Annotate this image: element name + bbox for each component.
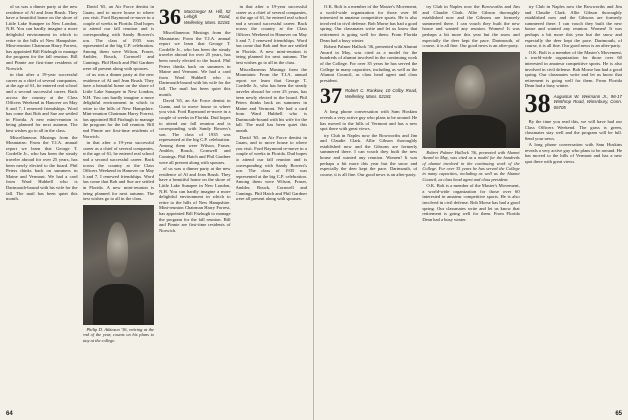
class-37-text: A long phone conversation with Sam Hoskins reveals a very active guy who plans to be around. He has moved to the hills of Vermont and has a new spot there with great views. <box>320 109 418 132</box>
left-col4-text-more: David '65, an Air Force dentist in Guam, and to move house to where you visit. Ford Raymond re-move in a couple of weeks in Florida. Dud hopes to attend our fall reunion and is corresponding with Sandy Bowers's son. The class of 1935 was represented at the big C.P. celebration. Among them were Wilson, Fraser, Ambler, Bouck, Cornwell and Cumings. Phil Hatch and Phil Gardner were all present along with spouses. <box>235 134 307 202</box>
portrait-face <box>107 222 128 277</box>
left-col1-text: of us was a dinner party at the new residence of Al and Jean Brush. They have a beautiful home on the shore of Little Lake Sunapee in New London, N.H. You can hardly imagine a more delightful environment in which to retire to the hills of New Hampshire. Mini-reunion Chairman Harry Forrest, has appointed Bill Fitzhugh to manage the program for the fall reunion. Bill and Pinnie are first-time residents of Norwich. <box>6 4 78 71</box>
left-col4-text: in that after a 19-year successful career as a chief of several companies, at the age of 61, he entered real school and a second successful career. Back across the country at the Class Officers Weekend in Hanover on May 6 and 7, I renewed friendships. Word has come that Bob and Sue are settled in Florida. A new mini-reunion is being planned for next autumn. The best wishes go to all in the class. <box>235 4 307 65</box>
right-col1-text-cont: Robert Palmer Hallock '36, presented with Alumni Award in May, was cited as a model for the hundreds of alumni involved in the continuing work of the College. For over 35 years he has served the College in many capacities, including as well as the Alumni Council, as class head agent and class president. <box>320 44 418 83</box>
right-column-2 <box>422 4 519 408</box>
left-col1-text-cont: in that after a 19-year successful career as a chief of several companies, at the age of 61, he entered real school and a second successful career. Back across the country at the Class Officers Weekend in Hanover on May 6 and 7, I renewed friendships. Word has come that Bob and Sue are settled in Florida. A new mini-reunion is being planned for next autumn. The best wishes go to all in the class. <box>6 72 78 134</box>
class-36-number: 36 <box>159 4 181 29</box>
class-38-number: 38 <box>524 88 551 118</box>
right-page-columns <box>320 4 622 408</box>
left-col1-text-more: Miscellaneous Musings from the Mountains: From the T.I.A. annual report we learn that George T. Cordelle Jr., who has been the steady traveler abroad for over 25 years, has been newly elected to the board. Phil Peters thinks back on summers in Maine and Vermont. We had a card from Ward Hubbell who is Dartmouth-bound with his wife for the fall. The mail has been quiet this month. <box>6 134 78 202</box>
class-37-heading <box>320 83 418 109</box>
left-col2-text-cont: of us was a dinner party at the new residence of Al and Jean Brush. They have a beautiful home on the shore of Little Lake Sunapee in New London, N.H. You can hardly imagine a more delightful environment in which to retire to the hills of New Hampshire. Mini-reunion Chairman Harry Forrest, has appointed Bill Fitzhugh to manage the program for the fall reunion. Bill and Pinnie are first-time residents of Norwich. <box>82 72 154 139</box>
left-column-1 <box>6 4 78 408</box>
right-col3-text-cont: O.K. Bolt is a member of the Master's Movement, a world-wide organization for those over 60 interested in amateur competitive sports. He is also involved in civil defense. Bob Morse has had a good spring. Our classmates write and let us know that retirement is going well for them. From Florida Dean had a busy winter. <box>524 49 622 89</box>
left-column-4 <box>236 4 308 408</box>
left-page-columns <box>6 4 307 408</box>
left-col2-text-more: in that after a 19-year successful career as a chief of several companies, at the age of 61, he entered real school and a second successful career. Back across the country at the Class Officers Weekend in Hanover on May 6 and 7, I renewed friendships. Word has come that Bob and Sue are settled in Florida. A new mini-reunion is being planned for next autumn. The best wishes go to all in the class. <box>82 140 154 202</box>
right-col2-caption: Robert Palmer Hallock '36, presented with Alumni Award in May, was cited as a model for the hundreds of alumni involved in the continuing work of the College. For over 35 years he has served the College in many capacities, including as well as the Alumni Council, as class head agent and class president. <box>422 149 520 182</box>
class-38-heading <box>524 88 622 118</box>
class-37-secretary-address: Robert C. Rankow, 10 Colby Road, Wellesley, Mass. 02181 <box>345 88 418 99</box>
class-38-text: By the time you read this, we will have had our Class Officers Weekend. The grass is green, classmates stay well and the program will be full. Send your news. <box>524 118 622 141</box>
right-column-1 <box>320 4 417 408</box>
right-col3-text: try Club in Naples now the Bowworths and Jim and Claudie Clark. Allie Gibson thoroughly established now and the Gibsons are formerly summered there. I can vouch they built the new house and wanted any reunion. Women! It was perhaps a bit more this year but the snow and especially the deer kept the pace. Dartmouth, of course, it is all fine. Our good news is an after-party. <box>524 4 622 49</box>
classmate-portrait-photo <box>83 205 155 325</box>
class-38-text-cont: A long phone conversation with Sam Hoskins reveals a very active guy who plans to be around. He has moved to the hills of Vermont and has a new spot there with great views. <box>524 142 622 165</box>
right-col2-text-cont: O.K. Bolt is a member of the Master's Movement, a world-wide organization for those over 60 interested in amateur competitive sports. He is also involved in civil defense. Bob Morse has had a good spring. Our classmates write and let us know that retirement is going well for them. From Florida Dean had a busy winter. <box>422 183 520 222</box>
right-column-3 <box>525 4 622 408</box>
photo-caption: Philip D. Atkinson '36, retiring at the end of the year, counts on his plans to stay at the college. <box>82 326 154 343</box>
right-page <box>314 0 628 420</box>
class-37-text-cont: try Club in Naples now the Bowworths and Jim and Claudie Clark. Allie Gibson thoroughly established now and the Gibsons are formerly summered there. I can vouch they built the new house and wanted any reunion. Women! It was perhaps a bit more this year but the snow and especially the deer kept the pace. Dartmouth, of course, it is all fine. Our good news is an after-party. <box>320 132 418 177</box>
portrait-face <box>455 65 484 109</box>
left-column-2 <box>83 4 155 408</box>
alumni-award-portrait-photo <box>422 52 519 148</box>
page-number-left: 64 <box>6 411 13 417</box>
class-37-number: 37 <box>320 83 342 109</box>
class-36-secretary-address: MacGregor M. Hill, 52 Lehigh Road, Wellesley, Mass. 02181 <box>184 9 231 25</box>
class-36-heading <box>159 4 231 29</box>
class-36-text-cont: David '65, an Air Force dentist in Guam, and to move house to where you visit. Ford Raymond re-move in a couple of weeks in Florida. Dud hopes to attend our fall reunion and is corresponding with Sandy Bowers's son. The class of 1935 was represented at the big C.P. celebration. Among them were Wilson, Fraser, Ambler, Bouck, Cornwell and Cumings. Phil Hatch and Phil Gardner were all present along with spouses. <box>159 98 231 165</box>
left-col2-text: David '65, an Air Force dentist in Guam, and to move house to where you visit. Ford Raymond re-move in a couple of weeks in Florida. Dud hopes to attend our fall reunion and is corresponding with Sandy Bowers's son. The class of 1935 was represented at the big C.P. celebration. Among them were Wilson, Fraser, Ambler, Bouck, Cornwell and Cumings. Phil Hatch and Phil Gardner were all present along with spouses. <box>82 4 154 71</box>
right-col1-text: O.K. Bolt is a member of the Master's Movement, a world-wide organization for those over 60 interested in amateur competitive sports. He is also involved in civil defense. Bob Morse has had a good spring. Our classmates write and let us know that retirement is going well for them. From Florida Dean had a busy winter. <box>320 4 418 43</box>
portrait-body <box>436 115 506 148</box>
left-column-3 <box>159 4 231 408</box>
page-number-right: 65 <box>615 411 622 417</box>
left-col4-text-cont: Miscellaneous Musings from the Mountains: From the T.I.A. annual report we learn that George T. Cordelle Jr., who has been the steady traveler abroad for over 25 years, has been newly elected to the board. Phil Peters thinks back on summers in Maine and Vermont. We had a card from Ward Hubbell who is Dartmouth-bound with his wife for the fall. The mail has been quiet this month. <box>235 66 307 134</box>
class-38-secretary-address: Augustus W. Weimann Jr., 96-17 Winthrop Road, Winsnbury, Conn. 06705 <box>553 93 622 110</box>
class-36-text: Miscellaneous Musings from the Mountains: From the T.I.A. annual report we learn that George T. Cordelle Jr., who has been the steady traveler abroad for over 25 years, has been newly elected to the board. Phil Peters thinks back on summers in Maine and Vermont. We had a card from Ward Hubbell who is Dartmouth-bound with his wife for the fall. The mail has been quiet this month. <box>159 30 231 97</box>
portrait-body <box>93 284 144 325</box>
class-36-text-more: of us was a dinner party at the new residence of Al and Jean Brush. They have a beautiful home on the shore of Little Lake Sunapee in New London, N.H. You can hardly imagine a more delightful environment in which to retire to the hills of New Hampshire. Mini-reunion Chairman Harry Forrest, has appointed Bill Fitzhugh to manage the program for the fall reunion. Bill and Pinnie are first-time residents of Norwich. <box>159 166 231 233</box>
right-col2-text: try Club in Naples now the Bowworths and Jim and Claudie Clark. Allie Gibson thoroughly established now and the Gibsons are formerly summered there. I can vouch they built the new house and wanted any reunion. Women! It was perhaps a bit more this year but the snow and especially the deer kept the pace. Dartmouth, of course, it is all fine. Our good news is an after-party. <box>422 4 520 49</box>
